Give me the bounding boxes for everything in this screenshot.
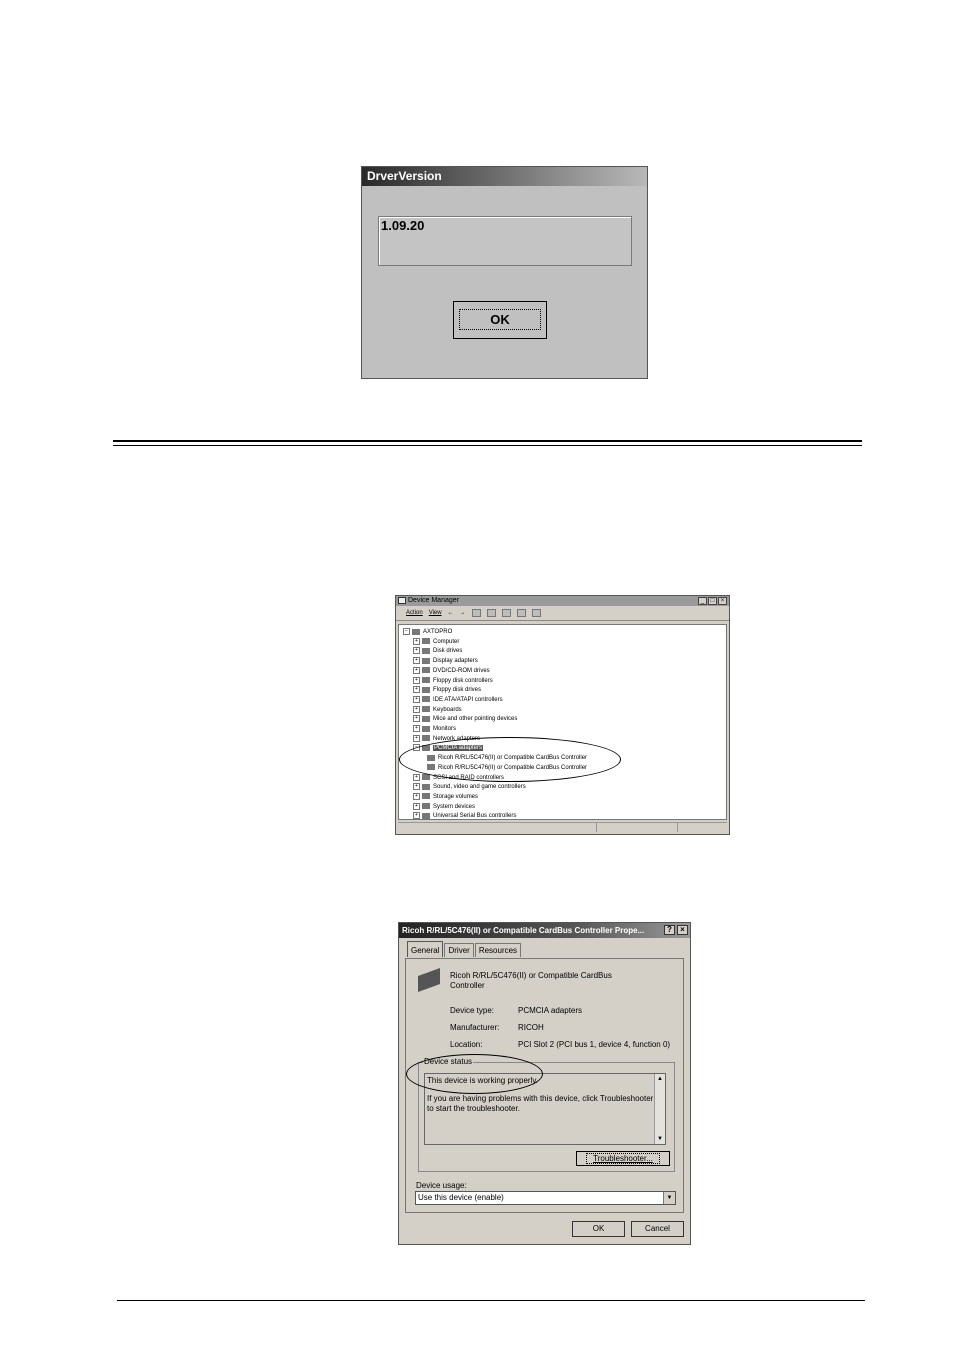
tree-item-label: Disk drives <box>433 648 463 655</box>
close-button[interactable]: × <box>677 925 688 935</box>
section-divider-thin <box>113 445 862 446</box>
tree-category-item[interactable] <box>413 686 481 695</box>
device-tree <box>398 624 727 820</box>
device-category-icon <box>422 638 430 644</box>
expand-icon[interactable]: + <box>413 647 420 654</box>
close-button[interactable]: × <box>718 597 727 605</box>
tree-item-label: Floppy disk controllers <box>433 677 493 684</box>
highlight-ellipse-pcmcia <box>399 737 621 782</box>
device-type-label: Device type: <box>450 1006 495 1015</box>
device-name-line1: Ricoh R/RL/5C476(II) or Compatible CardBus <box>450 971 612 980</box>
device-category-icon <box>422 726 430 732</box>
expand-icon[interactable]: + <box>413 725 420 732</box>
tree-item-label: Network adapters <box>433 735 481 742</box>
device-category-icon <box>422 677 430 683</box>
expand-icon[interactable]: + <box>413 793 420 800</box>
device-category-icon <box>422 696 430 702</box>
device-category-icon <box>422 687 430 693</box>
tree-item-label: Ricoh R/RL/5C476(II) or Compatible CardBus Controller <box>438 755 588 762</box>
device-status-label: Device status <box>424 1057 473 1066</box>
expand-icon[interactable]: + <box>413 706 420 713</box>
tree-category-item[interactable] <box>413 638 459 647</box>
dialog-title: DrverVersion <box>362 167 647 186</box>
device-category-icon <box>422 648 430 654</box>
tree-item-label: System devices <box>433 803 476 810</box>
expand-icon[interactable]: + <box>413 783 420 790</box>
expand-icon[interactable]: + <box>413 715 420 722</box>
dialog-titlebar <box>399 923 690 938</box>
manufacturer-value: RICOH <box>518 1023 544 1032</box>
driver-version-dialog <box>361 166 648 379</box>
tree-category-item[interactable] <box>413 677 493 686</box>
device-category-icon <box>422 813 430 819</box>
forward-icon[interactable]: → <box>459 610 466 616</box>
ok-button[interactable]: OK <box>572 1221 625 1237</box>
expand-icon[interactable]: + <box>413 638 420 645</box>
tree-category-item[interactable] <box>413 812 516 821</box>
cardbus-controller-icon <box>418 968 440 992</box>
tree-item-label: IDE ATA/ATAPI controllers <box>433 696 503 703</box>
tree-item-label: Mice and other pointing devices <box>433 716 518 723</box>
tree-category-item[interactable] <box>413 696 503 705</box>
expand-icon[interactable]: + <box>413 696 420 703</box>
location-label: Location: <box>450 1040 483 1049</box>
device-usage-label: Device usage: <box>416 1181 467 1190</box>
dialog-title: Ricoh R/RL/5C476(II) or Compatible CardBus Controller Prope... <box>402 926 645 935</box>
manufacturer-label: Manufacturer: <box>450 1023 500 1032</box>
menu-view[interactable]: View <box>428 610 442 616</box>
tree-category-item[interactable] <box>413 706 462 715</box>
device-category-icon <box>422 784 430 790</box>
tree-item-label: Universal Serial Bus controllers <box>433 813 517 820</box>
menu-toolbar <box>396 606 729 621</box>
device-category-icon <box>422 706 430 712</box>
toolbar-properties-icon[interactable] <box>502 609 511 617</box>
device-manager-icon <box>398 597 406 604</box>
tree-item-label: Sound, video and game controllers <box>433 784 526 791</box>
status-bar <box>398 822 727 832</box>
tab-strip <box>407 943 522 957</box>
tree-category-item[interactable] <box>413 803 475 812</box>
tab-general[interactable]: General <box>407 941 443 957</box>
troubleshooter-button[interactable] <box>576 1151 670 1166</box>
expand-icon[interactable]: + <box>413 657 420 664</box>
troubleshooter-label: Troubleshooter... <box>586 1153 660 1164</box>
tab-driver[interactable]: Driver <box>444 943 473 957</box>
ok-button-label: OK <box>459 309 541 330</box>
tree-category-item[interactable] <box>413 715 517 724</box>
expand-icon[interactable]: + <box>413 686 420 693</box>
expand-icon[interactable]: + <box>413 735 420 742</box>
section-divider <box>113 440 862 442</box>
device-name-line2: Controller <box>450 981 485 990</box>
tab-resources[interactable]: Resources <box>475 943 521 957</box>
expand-icon[interactable]: + <box>413 677 420 684</box>
device-category-icon <box>422 716 430 722</box>
device-category-icon <box>422 803 430 809</box>
status-line: This device is working properly. <box>427 1076 539 1085</box>
tree-item-label: PCMCIA adapters <box>434 745 483 752</box>
device-category-icon <box>422 793 430 799</box>
tree-category-item[interactable] <box>413 657 478 666</box>
footer-rule <box>117 1300 865 1301</box>
expand-icon[interactable]: + <box>413 667 420 674</box>
device-category-icon <box>422 658 430 664</box>
chevron-down-icon[interactable]: ▼ <box>663 1192 675 1204</box>
toolbar-help-icon[interactable] <box>517 609 526 617</box>
collapse-icon[interactable]: − <box>413 744 420 751</box>
menu-action[interactable]: Action <box>406 610 423 616</box>
back-icon[interactable]: ← <box>447 610 454 616</box>
version-field: 1.09.20 <box>378 216 632 266</box>
collapse-icon[interactable]: − <box>403 628 410 635</box>
device-category-icon <box>422 667 430 673</box>
tree-item-label: Storage volumes <box>433 793 479 800</box>
device-category-icon <box>422 735 430 741</box>
maximize-button[interactable]: □ <box>708 597 717 605</box>
tree-item-label: Computer <box>433 638 460 645</box>
help-text: If you are having problems with this device, click Troubleshooter to start the troubleshooter. <box>427 1094 654 1113</box>
tree-item-label: SCSI and RAID controllers <box>433 774 505 781</box>
scroll-up-icon[interactable]: ▲ <box>657 1076 663 1082</box>
toolbar-scan-icon[interactable] <box>532 609 541 617</box>
status-scrollbar[interactable] <box>654 1074 665 1144</box>
ok-button[interactable] <box>453 301 547 339</box>
tree-category-item[interactable] <box>413 793 478 802</box>
tree-category-item[interactable] <box>413 725 456 734</box>
tree-item-label: Ricoh R/RL/5C476(II) or Compatible CardBus Controller <box>438 764 588 771</box>
tree-category-item[interactable] <box>413 783 526 792</box>
tree-item-label: AXTOPRO <box>423 629 453 636</box>
expand-icon[interactable]: + <box>413 812 420 819</box>
minimize-button[interactable]: _ <box>698 597 707 605</box>
device-manager-window <box>395 595 730 835</box>
tree-item-label: Monitors <box>433 726 457 733</box>
window-title: Device Manager <box>408 597 459 604</box>
device-usage-value: Use this device (enable) <box>418 1193 504 1202</box>
tree-item-label: Floppy disk drives <box>433 687 482 694</box>
highlight-ellipse-status <box>406 1054 543 1094</box>
tree-category-item[interactable] <box>403 628 452 637</box>
tree-category-item[interactable] <box>413 647 462 656</box>
device-category-icon <box>412 629 420 635</box>
cancel-button[interactable]: Cancel <box>631 1221 684 1237</box>
toolbar-folder-icon[interactable] <box>472 609 481 617</box>
tree-item-label: DVD/CD-ROM drives <box>433 667 490 674</box>
tree-item-label: Keyboards <box>433 706 462 713</box>
expand-icon[interactable]: + <box>413 774 420 781</box>
toolbar-grid-icon[interactable] <box>487 609 496 617</box>
scroll-down-icon[interactable]: ▼ <box>657 1136 663 1142</box>
device-type-value: PCMCIA adapters <box>518 1006 583 1015</box>
location-value: PCI Slot 2 (PCI bus 1, device 4, function 0) <box>518 1040 671 1049</box>
expand-icon[interactable]: + <box>413 803 420 810</box>
tree-category-item[interactable] <box>413 667 490 676</box>
window-titlebar <box>396 596 729 606</box>
device-usage-select[interactable] <box>415 1191 676 1205</box>
tree-item-label: Display adapters <box>433 658 478 665</box>
help-button[interactable]: ? <box>664 925 675 935</box>
